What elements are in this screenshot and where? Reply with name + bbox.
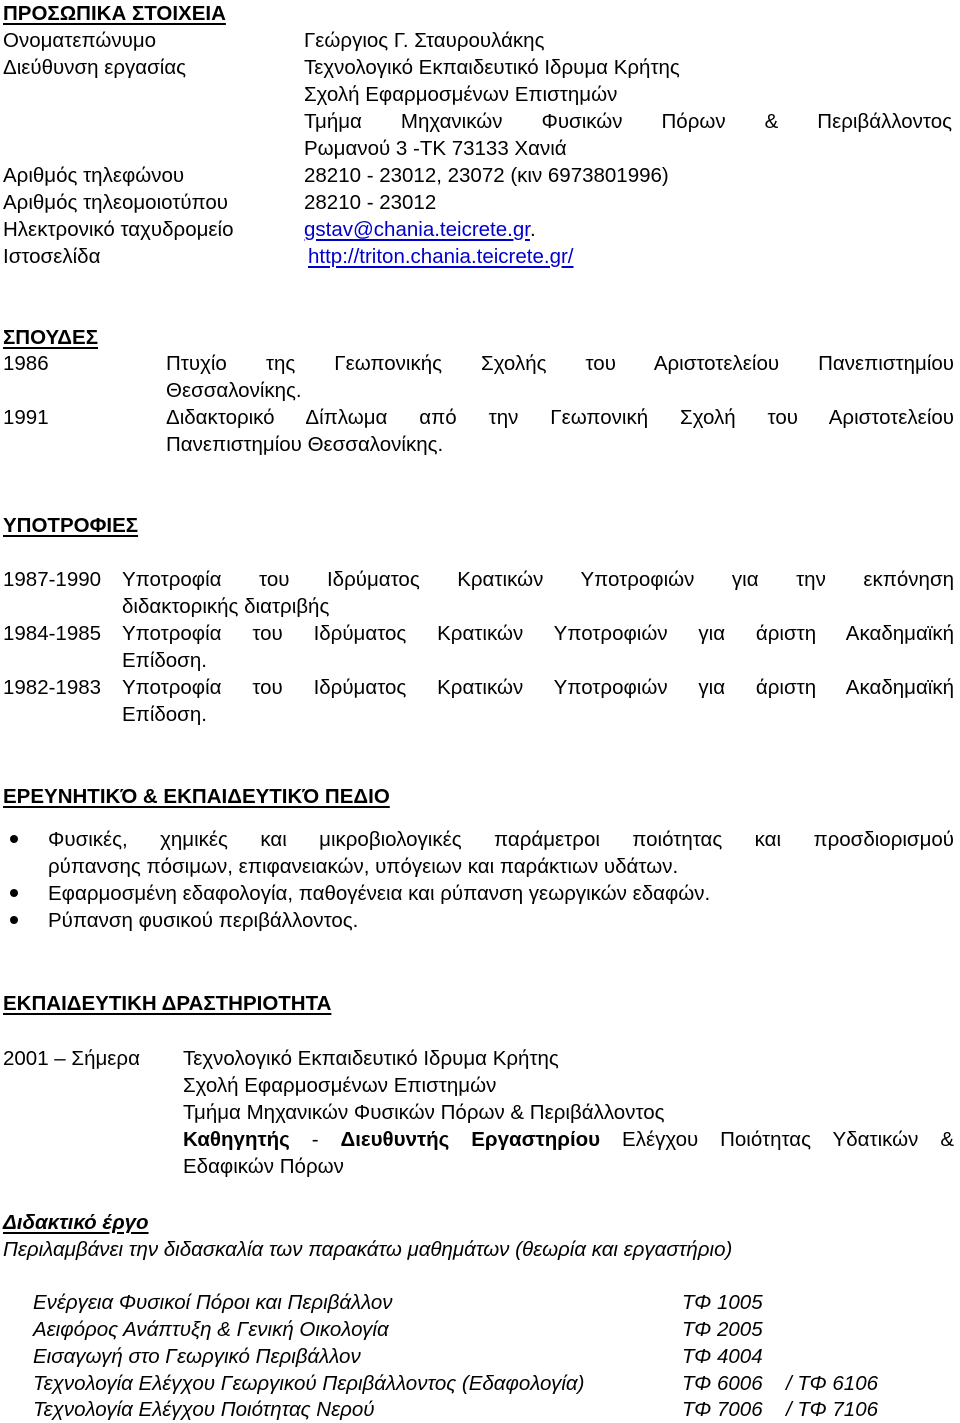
teaching-line-3: Τμήμα Μηχανικών Φυσικών Πόρων & Περιβάλλοντος	[183, 1101, 665, 1124]
studies-heading: ΣΠΟΥΔΕΣ	[3, 326, 99, 349]
scholarship-years-3: 1982-1983	[3, 676, 102, 699]
research-item-2: Εφαρμοσμένη εδαφολογία, παθογένεια και ρύπανση γεωργικών εδαφών.	[48, 882, 711, 905]
scholarship-text-3: Υποτροφία του Ιδρύματος Κρατικών Υποτροφιών για άριστη Ακαδημαϊκή	[122, 676, 954, 699]
role-rest: Ελέγχου Ποιότητας Υδατικών &	[600, 1128, 954, 1151]
study-year-2: 1991	[3, 406, 49, 429]
scholarship-text-1-cont: διδακτορικής διατριβής	[122, 595, 330, 618]
name-value: Γεώργιος Γ. Σταυρουλάκης	[304, 29, 545, 52]
role-title: Καθηγητής	[183, 1128, 290, 1151]
teaching-role-cont: Εδαφικών Πόρων	[183, 1155, 344, 1178]
role-position: Διευθυντής Εργαστηρίου	[340, 1128, 601, 1151]
scholarships-heading: ΥΠΟΤΡΟΦΙΕΣ	[3, 514, 139, 537]
teaching-line-1: Τεχνολογικό Εκπαιδευτικό Ιδρυμα Κρήτης	[183, 1047, 559, 1070]
teaching-heading: ΕΚΠΑΙΔΕΥΤΙΚΗ ΔΡΑΣΤΗΡΙΟΤΗΤΑ	[3, 992, 332, 1015]
course-code-2: / ΤΦ 6106	[786, 1372, 878, 1395]
research-item-3: Ρύπανση φυσικού περιβάλλοντος.	[48, 909, 359, 932]
course-name: Τεχνολογία Ελέγχου Γεωργικού Περιβάλλοντος (Εδαφολογία)	[33, 1372, 585, 1395]
scholarship-text-2-cont: Επίδοση.	[122, 649, 207, 672]
bullet-icon	[10, 835, 18, 843]
address-line-1: Τεχνολογικό Εκπαιδευτικό Ιδρυμα Κρήτης	[304, 56, 680, 79]
course-code: ΤΦ 6006	[682, 1372, 763, 1395]
teaching-line-2: Σχολή Εφαρμοσμένων Επιστημών	[183, 1074, 497, 1097]
address-line-4: Ρωμανού 3 -ΤΚ 73133 Χανιά	[304, 137, 567, 160]
course-code: ΤΦ 7006	[682, 1398, 763, 1421]
didactic-heading: Διδακτικό έργο	[3, 1211, 149, 1234]
course-name: Εισαγωγή στο Γεωργικό Περιβάλλον	[33, 1345, 361, 1368]
course-name: Ενέργεια Φυσικοί Πόροι και Περιβάλλον	[33, 1291, 393, 1314]
phone-label: Αριθμός τηλεφώνου	[3, 164, 185, 187]
bullet-icon	[10, 889, 18, 897]
phone-value: 28210 - 23012, 23072 (κιν 6973801996)	[304, 164, 669, 187]
teaching-period: 2001 – Σήμερα	[3, 1047, 140, 1070]
web-link[interactable]: http://triton.chania.teicrete.gr/	[308, 245, 574, 268]
study-text-2-cont: Πανεπιστημίου Θεσσαλονίκης.	[166, 433, 444, 456]
address-line-3: Τμήμα Μηχανικών Φυσικών Πόρων & Περιβάλλοντος	[304, 110, 952, 133]
study-year-1: 1986	[3, 352, 49, 375]
scholarship-years-1: 1987-1990	[3, 568, 102, 591]
scholarship-text-3-cont: Επίδοση.	[122, 703, 207, 726]
course-code: ΤΦ 2005	[682, 1318, 763, 1341]
didactic-intro: Περιλαμβάνει την διδασκαλία των παρακάτω μαθημάτων (θεωρία και εργαστήριο)	[3, 1238, 733, 1261]
research-heading: ΕΡΕΥΝΗΤΙΚΌ & ΕΚΠΑΙΔΕΥΤΙΚΌ ΠΕΔΙΟ	[3, 785, 390, 808]
course-code: ΤΦ 1005	[682, 1291, 763, 1314]
fax-label: Αριθμός τηλεομοιοτύπου	[3, 191, 229, 214]
scholarship-years-2: 1984-1985	[3, 622, 102, 645]
teaching-role	[183, 1126, 954, 1153]
name-label: Ονοματεπώνυμο	[3, 29, 157, 52]
address-line-2: Σχολή Εφαρμοσμένων Επιστημών	[304, 83, 618, 106]
email-link[interactable]: gstav@chania.teicrete.gr	[304, 218, 530, 241]
email-label: Ηλεκτρονικό ταχυδρομείο	[3, 218, 234, 241]
scholarship-text-1: Υποτροφία του Ιδρύματος Κρατικών Υποτροφιών για την εκπόνηση	[122, 568, 954, 591]
study-text-2: Διδακτορικό Δίπλωμα από την Γεωπονική Σχολή του Αριστοτελείου	[166, 406, 954, 429]
course-name: Τεχνολογία Ελέγχου Ποιότητας Νερού	[33, 1398, 375, 1421]
email-suffix: .	[529, 218, 536, 241]
fax-value: 28210 - 23012	[304, 191, 437, 214]
study-text-1-cont: Θεσσαλονίκης.	[166, 379, 302, 402]
email-row	[304, 216, 536, 243]
personal-heading: ΠΡΟΣΩΠΙΚΑ ΣΤΟΙΧΕΙΑ	[3, 2, 226, 25]
course-name: Αειφόρος Ανάπτυξη & Γενική Οικολογία	[33, 1318, 389, 1341]
study-text-1: Πτυχίο της Γεωπονικής Σχολής του Αριστοτελείου Πανεπιστημίου	[166, 352, 954, 375]
web-label: Ιστοσελίδα	[3, 245, 101, 268]
course-code-2: / ΤΦ 7106	[786, 1398, 878, 1421]
research-item-1-cont: ρύπανσης πόσιμων, επιφανειακών, υπόγειων και παράκτιων υδάτων.	[48, 855, 679, 878]
research-item-1: Φυσικές, χημικές και μικροβιολογικές παράμετροι ποιότητας και προσδιορισμού	[48, 828, 954, 851]
course-code: ΤΦ 4004	[682, 1345, 763, 1368]
bullet-icon	[10, 916, 18, 924]
role-sep: -	[289, 1128, 341, 1151]
address-label: Διεύθυνση εργασίας	[3, 56, 187, 79]
scholarship-text-2: Υποτροφία του Ιδρύματος Κρατικών Υποτροφιών για άριστη Ακαδημαϊκή	[122, 622, 954, 645]
